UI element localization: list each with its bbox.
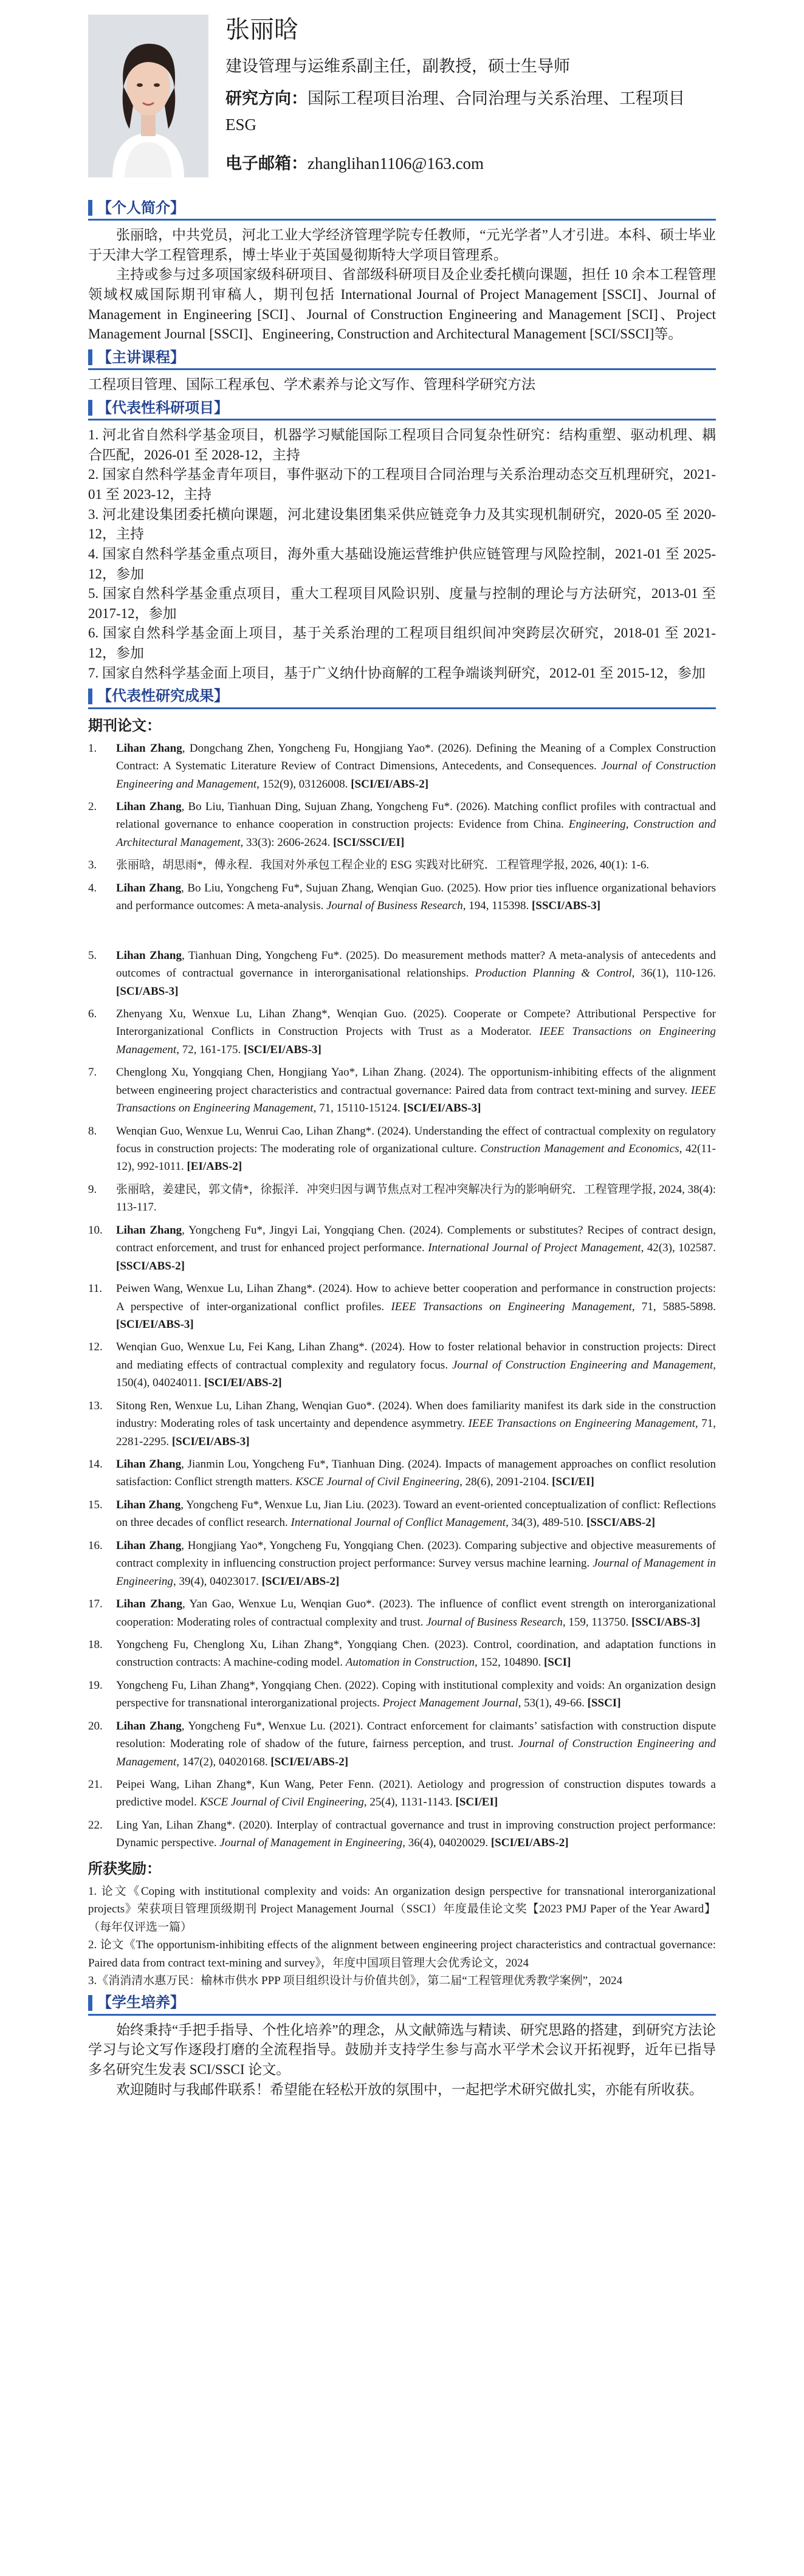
results-section-title: 【代表性研究成果】: [88, 687, 716, 709]
publication-journal: Journal of Business Research: [326, 899, 463, 913]
publication-body: Chenglong Xu, Yongqiang Chen, Hongjiang Yao*, Lihan Zhang. (2024). The opportunism-inhibiting effects of the alignment between engineering project characteristics and contractual governance: Paired data from contract text-mining and survey.: [116, 1066, 716, 1097]
publication-lead-author: Lihan Zhang: [116, 1719, 182, 1733]
publication-text: [116, 947, 716, 1000]
publication-volume: , 34(3), 489-510.: [506, 1516, 587, 1530]
publication-item: [88, 798, 716, 851]
publication-index-tag: [SCI/SSCI/EI]: [333, 836, 405, 849]
project-item: 4. 国家自然科学基金重点项目，海外重大基础设施运营维护供应链管理与风险控制，2021-01 至 2025-12，参加: [88, 546, 716, 582]
publication-number: 12.: [88, 1341, 103, 1354]
publication-journal: Automation in Construction: [345, 1656, 475, 1669]
students-section: [88, 1993, 716, 2100]
publication-text: [116, 1280, 716, 1333]
email-label: 电子邮箱：: [225, 154, 308, 173]
publication-body: 张丽晗，姜建民，郭文倩*，徐振洋．冲突归因与调节焦点对工程冲突解决行为的影响研究．工程管理学报, 2024, 38(4): 113-117.: [116, 1183, 716, 1214]
publication-text: [116, 1455, 716, 1491]
publication-volume: , 150(4), 04024011.: [116, 1358, 716, 1390]
publication-item: [88, 1595, 716, 1631]
email-link[interactable]: zhanglihan1106@163.com: [308, 154, 484, 173]
publication-volume: , 25(4), 1131-1143.: [363, 1796, 456, 1809]
profile-info: [225, 15, 716, 183]
publication-index-tag: [SCI]: [543, 1656, 571, 1669]
project-item: 3. 河北建设集团委托横向课题，河北建设集团集采供应链竞争力及其实现机制研究，2020-05 至 2020-12，主持: [88, 506, 716, 542]
publication-text: [116, 1595, 716, 1631]
publication-text: [116, 1397, 716, 1451]
publication-index-tag: [SCI/EI/ABS-3]: [403, 1102, 481, 1115]
publication-journal: Journal of Management in Engineering: [116, 1557, 716, 1588]
publication-number: 1.: [88, 741, 97, 755]
publication-journal: IEEE Transactions on Engineering Management: [116, 1025, 716, 1056]
publication-text: [116, 1816, 716, 1852]
publication-journal: Journal of Construction Engineering and Management: [116, 1737, 716, 1768]
publication-index-tag: [SCI/ABS-3]: [116, 984, 179, 998]
publication-volume: , 39(4), 04023017.: [173, 1575, 262, 1588]
publication-lead-author: Lihan Zhang: [116, 1498, 181, 1511]
publication-index-tag: [SCI/EI/ABS-2]: [490, 1836, 569, 1850]
section-bar-icon: [88, 200, 92, 216]
publication-text: [116, 856, 716, 874]
publication-text: [116, 1636, 716, 1672]
publication-body: , Hongjiang Yao*, Yongcheng Fu, Yongqiang Chen. (2023). Comparing subjective and objective measurements of contract complexity in influencing construction project performance: Survey versus machine learning.: [116, 1539, 716, 1570]
publication-body: Peipei Wang, Lihan Zhang*, Kun Wang, Peter Fenn. (2021). Aetiology and progression of construction disputes towards a predictive model.: [116, 1778, 716, 1809]
publication-item: [88, 1776, 716, 1812]
publication-body: , Yongcheng Fu*, Wenxue Lu, Jian Liu. (2023). Toward an event-oriented conceptualization of conflict: Reflections on three decades of conflict research.: [116, 1498, 716, 1530]
publication-body: Zhenyang Xu, Wenxue Lu, Lihan Zhang*, Wenqian Guo. (2025). Cooperate or Compete? Attributional Perspective for Interorganizational Conflicts in Construction Projects with Trust as a Moderator.: [116, 1007, 716, 1039]
publication-volume: , 71, 15110-15124.: [313, 1102, 404, 1115]
students-paragraph-2: 欢迎随时与我邮件联系！希望能在轻松开放的氛围中，一起把学术研究做扎实，亦能有所收获。: [116, 2081, 703, 2097]
publication-number: 7.: [88, 1066, 97, 1079]
publication-item: [88, 1063, 716, 1117]
publication-lead-author: Lihan Zhang: [116, 1223, 182, 1237]
publication-item: [88, 1816, 716, 1852]
publication-index-tag: [SCI/EI/ABS-3]: [244, 1043, 321, 1056]
project-item: 1. 河北省自然科学基金项目，机器学习赋能国际工程项目合同复杂性研究：结构重塑、驱动机理、耦合匹配，2026-01 至 2028-12，主持: [88, 427, 716, 462]
students-section-title: 【学生培养】: [88, 1993, 716, 2015]
publication-number: 15.: [88, 1498, 103, 1511]
publication-lead-author: Lihan Zhang: [116, 1598, 182, 1611]
publication-volume: , 152, 104890.: [474, 1656, 544, 1669]
research-value: 国际工程项目治理、合同治理与关系治理、工程项目 ESG: [225, 89, 685, 134]
publication-index-tag: [SCI/EI/ABS-3]: [171, 1435, 250, 1448]
publication-lead-author: Lihan Zhang: [116, 1458, 182, 1471]
publication-journal: Journal of Construction Engineering and Management: [116, 760, 716, 791]
publication-number: 5.: [88, 949, 97, 962]
publication-number: 6.: [88, 1007, 97, 1020]
publication-item: [88, 1221, 716, 1275]
publication-number: 16.: [88, 1539, 103, 1552]
awards-label: 所获奖励：: [88, 1860, 161, 1877]
publication-journal: Journal of Construction Engineering and Management: [452, 1358, 713, 1372]
publication-item: [88, 879, 716, 915]
publication-volume: , 71, 5885-5898.: [631, 1300, 716, 1313]
publication-text: [116, 740, 716, 793]
journal-papers-label: 期刊论文：: [88, 716, 161, 734]
publication-volume: , 28(6), 2091-2104.: [459, 1475, 552, 1489]
projects-list: [88, 425, 716, 684]
publication-item: [88, 856, 716, 874]
publication-index-tag: [SSCI/ABS-2]: [116, 1259, 185, 1273]
publication-body: , Yan Gao, Wenxue Lu, Wenqian Guo*. (2023). The influence of conflict event strength on interorganizational cooperation: Moderating roles of contractual complexity and trust.: [116, 1598, 716, 1629]
publication-journal: Journal of Business Research: [426, 1615, 563, 1629]
publication-item: [88, 740, 716, 793]
publication-journal: Production Planning & Control: [475, 967, 632, 980]
intro-paragraph-1: 张丽晗，中共党员，河北工业大学经济管理学院专任教师，“元光学者”人才引进。本科、硕士毕业于天津大学工程管理系，博士毕业于英国曼彻斯特大学项目管理系。: [88, 227, 716, 263]
publication-volume: , 42(3), 102587.: [641, 1242, 716, 1255]
publication-journal: International Journal of Project Management: [428, 1242, 641, 1255]
publication-volume: , 152(9), 03126008.: [256, 777, 351, 791]
publication-index-tag: [SCI/EI/ABS-2]: [270, 1755, 349, 1768]
publication-number: 10.: [88, 1223, 103, 1237]
publication-index-tag: [SSCI/ABS-3]: [631, 1615, 701, 1629]
publication-lead-author: Lihan Zhang: [116, 881, 181, 895]
publication-volume: , 194, 115398.: [462, 899, 532, 913]
publication-volume: , 33(3): 2606-2624.: [240, 836, 334, 849]
publication-number: 2.: [88, 800, 97, 814]
publication-text: [116, 1338, 716, 1392]
publication-lead-author: Lihan Zhang: [116, 949, 182, 962]
publication-journal: International Journal of Conflict Management: [290, 1516, 506, 1530]
publication-volume: , 147(2), 04020168.: [176, 1755, 271, 1768]
publication-item: [88, 1280, 716, 1333]
publication-item: [88, 1338, 716, 1392]
publication-text: [116, 798, 716, 851]
publication-item: [88, 1677, 716, 1712]
publication-volume: , 42(11-12), 992-1011.: [116, 1142, 716, 1173]
publication-number: 20.: [88, 1719, 103, 1733]
publication-lead-author: Lihan Zhang: [116, 1539, 182, 1552]
publication-item: [88, 1397, 716, 1451]
publication-index-tag: [EI/ABS-2]: [187, 1160, 242, 1173]
publication-index-tag: [SCI/EI/ABS-2]: [261, 1575, 340, 1588]
publication-body: , Yongcheng Fu*, Jingyi Lai, Yongqiang Chen. (2024). Complements or substitutes? Recipes of contract design, contract enforcement, and trust for enhanced project performance.: [116, 1223, 716, 1255]
publication-journal: Journal of Management in Engineering: [219, 1836, 403, 1850]
publication-journal: KSCE Journal of Civil Engineering: [295, 1475, 460, 1489]
publication-volume: , 53(1), 49-66.: [518, 1697, 588, 1710]
publication-volume: , 71, 2281-2295.: [116, 1417, 716, 1448]
publication-lead-author: Lihan Zhang: [116, 800, 182, 814]
publication-number: 11.: [88, 1282, 103, 1296]
profile-header: [88, 15, 716, 183]
research-direction: [225, 86, 716, 138]
results-section: [88, 687, 716, 1990]
publication-body: Wenqian Guo, Wenxue Lu, Fei Kang, Lihan Zhang*. (2024). How to foster relational behavior in construction projects: Direct and mediating effects of contractual complexity and regulatory focus.: [116, 1341, 716, 1372]
award-item: 1. 论文《Coping with institutional complexity and voids: An organization design perspective for transnational interorganizational projects》荣获项目管理顶级期刊 Project Management Journal（SSCI）年度最佳论文奖【2023 PMJ Paper of the Year Award】（每年仅评选一篇）: [88, 1884, 716, 1934]
publication-number: 19.: [88, 1678, 103, 1692]
email-line: [225, 151, 716, 177]
publication-index-tag: [SSCI/ABS-3]: [532, 899, 601, 913]
publication-item: [88, 1717, 716, 1771]
publication-journal: KSCE Journal of Civil Engineering: [199, 1796, 364, 1809]
publication-volume: , 36(1), 110-126.: [631, 967, 716, 980]
publication-index-tag: [SCI/EI/ABS-3]: [116, 1317, 194, 1331]
publication-item: [88, 1636, 716, 1672]
publication-list: [88, 740, 716, 1852]
publication-index-tag: [SCI/EI]: [552, 1475, 594, 1489]
profile-photo: [88, 15, 208, 177]
courses-section-title: 【主讲课程】: [88, 348, 716, 370]
award-item: 2. 论文《The opportunism-inhibiting effects of the alignment between engineering project characteristics and contractual governance: Paired data from contract text-mining and survey》，年度中国项目管理大会优秀论文，2024: [88, 1939, 716, 1970]
publication-body: Sitong Ren, Wenxue Lu, Lihan Zhang, Wenqian Guo*. (2024). When does familiarity manifest its dark side in the construction industry: Moderating roles of task uncertainty and dependence asymmetry.: [116, 1399, 716, 1431]
publication-text: [116, 1717, 716, 1771]
section-bar-icon: [88, 689, 92, 704]
publication-body: Peiwen Wang, Wenxue Lu, Lihan Zhang*. (2024). How to achieve better cooperation and performance in construction projects: A perspective of inter-organizational conflict profiles.: [116, 1282, 716, 1313]
publication-journal: Project Management Journal: [382, 1697, 518, 1710]
publication-text: [116, 1496, 716, 1532]
portrait-image: [88, 15, 208, 177]
publication-item: [88, 1537, 716, 1590]
publication-journal: Engineering, Construction and Architectural Management: [116, 818, 716, 849]
publication-body: Yongcheng Fu, Lihan Zhang*, Yongqiang Chen. (2022). Coping with institutional complexity and voids: An organization design perspective for transnational interorganizational projects.: [116, 1678, 716, 1710]
publication-number: 18.: [88, 1638, 103, 1651]
publication-body: Wenqian Guo, Wenxue Lu, Wenrui Cao, Lihan Zhang*. (2024). Understanding the effect of contractual complexity on regulatory focus in construction projects: The moderating role of organizational culture.: [116, 1124, 716, 1156]
intro-section-title: 【个人简介】: [88, 199, 716, 221]
publication-volume: , 72, 161-175.: [176, 1043, 244, 1056]
publication-body: Yongcheng Fu, Chenglong Xu, Lihan Zhang*, Yongqiang Chen. (2023). Control, coordination, and adaptation functions in construction contracts: A machine-coding model.: [116, 1638, 716, 1669]
publication-number: 22.: [88, 1818, 103, 1832]
profile-name: 张丽晗: [225, 16, 298, 44]
projects-section-title: 【代表性科研项目】: [88, 399, 716, 421]
publication-item: [88, 1496, 716, 1532]
publication-body: , Yongcheng Fu*, Wenxue Lu. (2021). Contract enforcement for claimants’ satisfaction with construction dispute resolution: Moderating role of shadow of the future, fairness perception, and trust.: [116, 1719, 716, 1751]
publication-body: , Tianhuan Ding, Yongcheng Fu*. (2025). Do measurement methods matter? A meta-analysis of antecedents and outcomes of contractual governance in interorganisational relationships.: [116, 949, 716, 980]
publication-journal: Construction Management and Economics: [480, 1142, 679, 1156]
publication-text: [116, 1063, 716, 1117]
publication-body: , Bo Liu, Tianhuan Ding, Sujuan Zhang, Yongcheng Fu*. (2026). Matching conflict profiles with contractual and relational governance to enhance cooperation in construction projects: Evidence from China.: [116, 800, 716, 831]
publication-body: , Jianmin Lou, Yongcheng Fu*, Tianhuan Ding. (2024). Impacts of management approaches on conflict resolution satisfaction: Conflict strength matters.: [116, 1458, 716, 1489]
intro-section: [88, 199, 716, 345]
publication-number: 9.: [88, 1183, 97, 1196]
publication-journal: IEEE Transactions on Engineering Management: [468, 1417, 695, 1431]
publication-volume: , 36(4), 04020029.: [402, 1836, 491, 1850]
publication-lead-author: Lihan Zhang: [116, 741, 182, 755]
project-item: 7. 国家自然科学基金面上项目，基于广义纳什协商解的工程争端谈判研究，2012-01 至 2015-12，参加: [88, 665, 706, 681]
award-item: 3.《消消清水惠万民：榆林市供水 PPP 项目组织设计与价值共创》，第二届“工程管理优秀教学案例”，2024: [88, 1974, 623, 1988]
publication-item: [88, 1122, 716, 1176]
publication-number: 21.: [88, 1778, 103, 1791]
project-item: 5. 国家自然科学基金重点项目，重大工程项目风险识别、度量与控制的理论与方法研究，2013-01 至 2017-12，参加: [88, 586, 716, 621]
students-paragraph-1: 始终秉持“手把手指导、个性化培养”的理念，从文献筛选与精读、研究思路的搭建，到研究方法论学习与论文写作逐段打磨的全流程指导。鼓励并支持学生参与高水平学术会议开拓视野，近年已指导多名研究生发表 SCI/SSCI 论文。: [88, 2022, 716, 2077]
courses-section: [88, 348, 716, 395]
publication-journal: IEEE Transactions on Engineering Management: [116, 1084, 716, 1115]
intro-paragraph-2: 主持或参与过多项国家级科研项目、省部级科研项目及企业委托横向课题，担任 10 余本工程管理领域权威国际期刊审稿人，期刊包括 International Journal of Project Management [SSCI]、Journal of Management in Engineering [SCI]、Journal of Construction Engineering and Management [SCI]、Project Management Journal [SSCI]、Engineering, Construction and Architectural Management [SCI/SSCI]等。: [88, 267, 716, 342]
section-bar-icon: [88, 400, 92, 416]
publication-number: 17.: [88, 1598, 103, 1611]
publication-text: [116, 1181, 716, 1217]
courses-list: 工程项目管理、国际工程承包、学术素养与论文写作、管理科学研究方法: [88, 377, 535, 393]
research-label: 研究方向：: [225, 89, 308, 108]
publication-number: 8.: [88, 1124, 97, 1138]
publication-body: , Bo Liu, Yongcheng Fu*, Sujuan Zhang, Wenqian Guo. (2025). How prior ties influence organizational behaviors and performance outcomes: A meta-analysis.: [116, 881, 716, 913]
publication-number: 14.: [88, 1458, 103, 1471]
awards-list: [88, 1883, 716, 1990]
publication-index-tag: [SCI/EI/ABS-2]: [204, 1376, 282, 1390]
publication-text: [116, 1677, 716, 1712]
publication-journal: IEEE Transactions on Engineering Management: [391, 1300, 632, 1313]
publication-number: 3.: [88, 859, 97, 872]
publication-item: [88, 1455, 716, 1491]
publication-index-tag: [SCI/EI/ABS-2]: [351, 777, 429, 791]
section-bar-icon: [88, 1995, 92, 2011]
publication-body: 张丽晗，胡思雨*，傅永程．我国对外承包工程企业的 ESG 实践对比研究．工程管理学报, 2026, 40(1): 1-6.: [116, 859, 650, 872]
publication-text: [116, 1221, 716, 1275]
publication-text: [116, 879, 716, 915]
project-item: 2. 国家自然科学基金青年项目，事件驱动下的工程项目合同治理与关系治理动态交互机理研究，2021-01 至 2023-12，主持: [88, 467, 716, 502]
publication-text: [116, 1776, 716, 1812]
publication-index-tag: [SCI/EI]: [455, 1796, 498, 1809]
publication-item: [88, 947, 716, 1000]
publication-text: [116, 1122, 716, 1176]
publication-volume: , 159, 113750.: [562, 1615, 632, 1629]
publication-item: [88, 1181, 716, 1217]
publication-text: [116, 1537, 716, 1590]
publication-body: Ling Yan, Lihan Zhang*. (2020). Interplay of contractual governance and trust in improving construction project performance: Dynamic perspective.: [116, 1818, 716, 1850]
publication-number: 4.: [88, 881, 97, 895]
publication-index-tag: [SSCI/ABS-2]: [586, 1516, 656, 1530]
publication-number: 13.: [88, 1399, 103, 1412]
profile-title: 建设管理与运维系副主任，副教授，硕士生导师: [225, 57, 570, 75]
publication-item: [88, 1005, 716, 1059]
publication-text: [116, 1005, 716, 1059]
projects-section: [88, 399, 716, 684]
publication-index-tag: [SSCI]: [587, 1697, 621, 1710]
project-item: 6. 国家自然科学基金面上项目，基于关系治理的工程项目组织间冲突跨层次研究，2018-01 至 2021-12，参加: [88, 625, 716, 661]
publication-body: , Dongchang Zhen, Yongcheng Fu, Hongjiang Yao*. (2026). Defining the Meaning of a Complex Construction Contract: A Systematic Literature Review of Contract Dimensions, Antecedents, and Consequences.: [116, 741, 716, 773]
section-bar-icon: [88, 349, 92, 365]
